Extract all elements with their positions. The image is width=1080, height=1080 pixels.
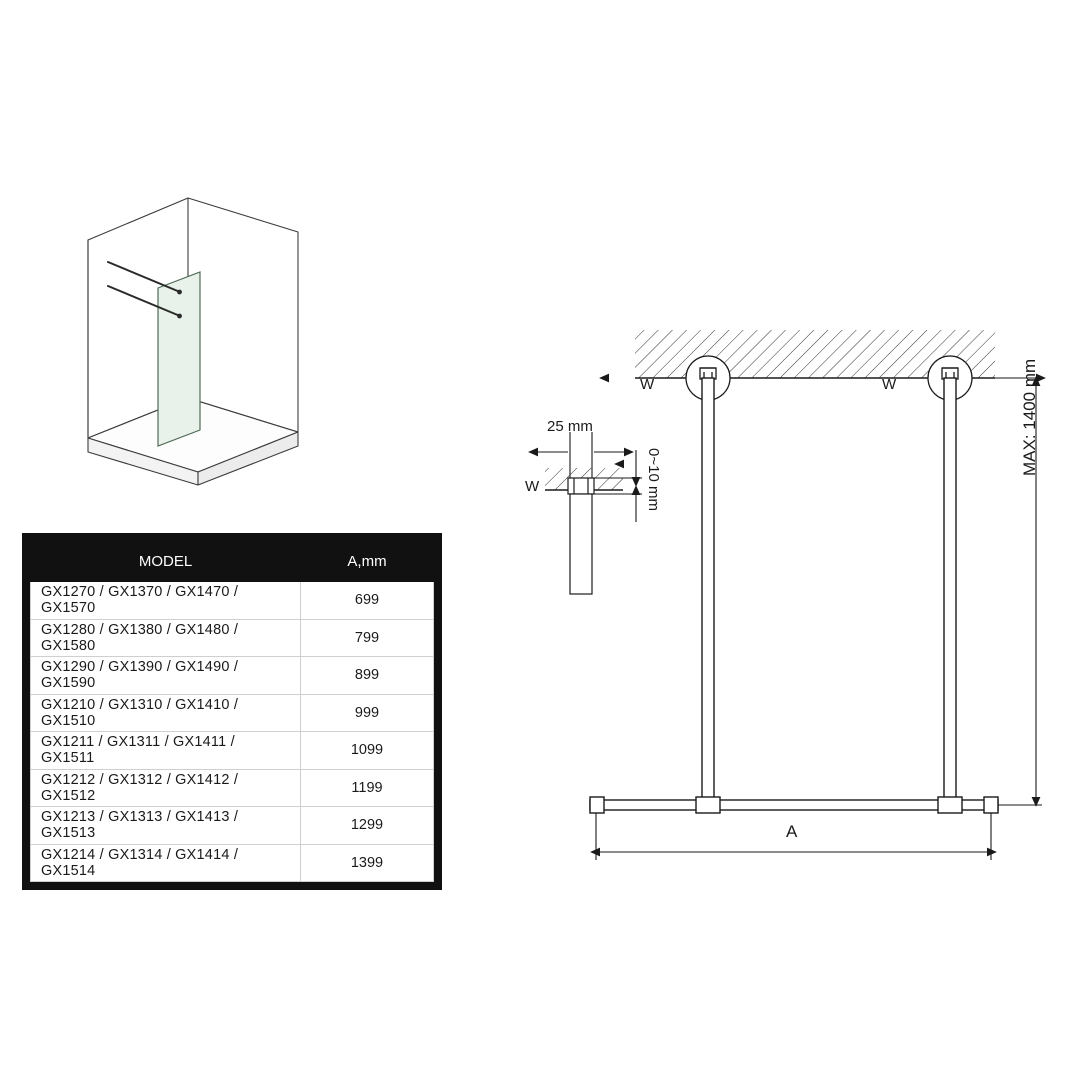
- table-row: [31, 582, 434, 620]
- cell-a: 1099: [301, 732, 434, 770]
- label-max-height: MAX: 1400 mm: [1020, 358, 1039, 476]
- label-detail-width: 25 mm: [547, 418, 593, 435]
- label-detail-wall: W: [525, 478, 540, 495]
- model-table-element: [30, 541, 434, 882]
- cell-a: 1299: [301, 807, 434, 845]
- technical-drawing: [490, 300, 1070, 900]
- table-row: [31, 769, 434, 807]
- cell-model: GX1280 / GX1380 / GX1480 / GX1580: [31, 619, 301, 657]
- cell-a: 799: [301, 619, 434, 657]
- glass-panel: [158, 272, 200, 446]
- table-row: [31, 844, 434, 882]
- cell-model: GX1270 / GX1370 / GX1470 / GX1570: [31, 582, 301, 620]
- right-wall: [188, 198, 298, 432]
- cell-model: GX1214 / GX1314 / GX1414 / GX1514: [31, 844, 301, 882]
- cell-model: GX1212 / GX1312 / GX1412 / GX1512: [31, 769, 301, 807]
- table-row: [31, 807, 434, 845]
- label-width-a: A: [786, 822, 798, 841]
- technical-drawing-svg: [490, 300, 1070, 900]
- label-wall-left: W: [640, 376, 655, 393]
- cell-model: GX1210 / GX1310 / GX1410 / GX1510: [31, 694, 301, 732]
- table-row: [31, 694, 434, 732]
- label-detail-gap: 0~10 mm: [645, 448, 662, 511]
- cell-a: 999: [301, 694, 434, 732]
- table-header-a: A,mm: [301, 542, 434, 582]
- table-row: [31, 732, 434, 770]
- cell-a: 899: [301, 657, 434, 695]
- height-dimension: [609, 378, 1042, 805]
- table-header-model: MODEL: [31, 542, 301, 582]
- vertical-profiles: [702, 378, 956, 806]
- isometric-product-illustration: [60, 180, 330, 490]
- table-header-row: [31, 542, 434, 582]
- table-row: [31, 657, 434, 695]
- model-table: [22, 533, 442, 890]
- cell-a: 1399: [301, 844, 434, 882]
- label-wall-right: W: [882, 376, 897, 393]
- cell-a: 699: [301, 582, 434, 620]
- cell-a: 1199: [301, 769, 434, 807]
- isometric-svg: [60, 180, 330, 490]
- detail-profile: [570, 494, 592, 594]
- table-row: [31, 619, 434, 657]
- cell-model: GX1290 / GX1390 / GX1490 / GX1590: [31, 657, 301, 695]
- detail-view: [538, 432, 648, 594]
- detail-bracket: [568, 478, 594, 494]
- cell-model: GX1213 / GX1313 / GX1413 / GX1513: [31, 807, 301, 845]
- cell-model: GX1211 / GX1311 / GX1411 / GX1511: [31, 732, 301, 770]
- bottom-rail: [590, 797, 998, 813]
